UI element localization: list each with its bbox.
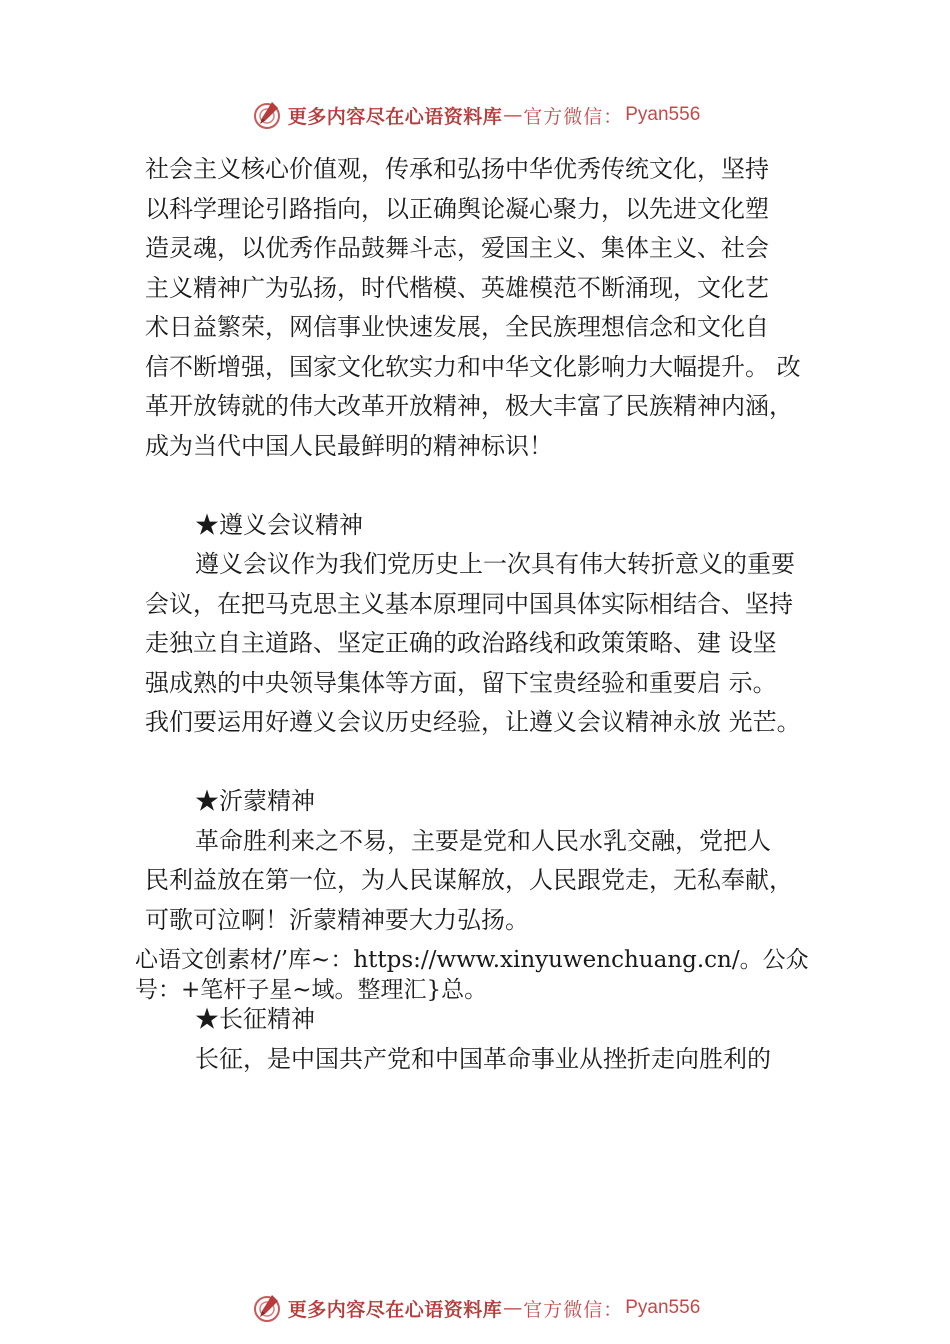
text-line: 革开放铸就的伟大改革开放精神，极大丰富了民族精神内涵， [145,392,793,420]
paragraph-intro [145,150,845,466]
section-zunyi [145,506,845,743]
banner-wechat-label: 官方微信： [523,105,624,128]
banner-wechat-label: 官方微信： [523,1298,624,1321]
section-heading: ★遵义会议精神 [195,510,363,539]
watermark-line: 号：+笔杆子星~域。整理汇}总。 [135,977,488,1003]
brush-logo-icon [250,1291,284,1325]
text-line: 长征，是中国共产党和中国革命事业从挫折走向胜利的 [195,1044,771,1073]
text-line: 成为当代中国人民最鲜明的精神标识！ [145,431,553,460]
text-line: 会议，在把马克思主义基本原理同中国具体实际相结合、坚持 [145,589,793,618]
section-heading: ★沂蒙精神 [195,787,315,815]
spacer [145,743,845,783]
section-heading: ★长征精神 [195,1005,315,1033]
section-changzheng [145,1000,845,1079]
text-line: 强成熟的中央领导集体等方面，留下宝贵经验和重要启 示。 [145,668,777,697]
section-yimeng [145,782,845,940]
text-line: 主义精神广为弘扬，时代楷模、英雄模范不断涌现，文化艺 [145,273,769,302]
text-line: 走独立自主道路、坚定正确的政治路线和政策策略、建 设坚 [145,629,777,657]
banner-dash: — [503,104,523,126]
banner-site-name: 更多内容尽在心语资料库 [287,1298,503,1321]
header-banner [0,95,950,135]
banner-site-name: 更多内容尽在心语资料库 [287,105,503,128]
text-line: 遵义会议作为我们党历史上一次具有伟大转折意义的重要 [195,550,795,578]
banner-dash: — [503,1297,523,1319]
text-line: 造灵魂，以优秀作品鼓舞斗志，爱国主义、集体主义、社会 [145,234,769,262]
text-line: 我们要运用好遵义会议历史经验，让遵义会议精神永放 光芒。 [145,708,801,736]
footer-banner [0,1288,950,1328]
text-line: 以科学理论引路指向，以正确舆论凝心聚力，以先进文化塑 [145,194,769,223]
document-body [145,150,845,940]
text-line: 术日益繁荣，网信事业快速发展，全民族理想信念和文化自 [145,313,769,341]
text-line: 信不断增强，国家文化软实力和中华文化影响力大幅提升。 改 [145,352,801,381]
text-line: 社会主义核心价值观，传承和弘扬中华优秀传统文化，坚持 [145,155,769,183]
text-line: 可歌可泣啊！沂蒙精神要大力弘扬。 [145,905,529,934]
watermark-text [135,945,855,1005]
banner-wechat-id: Pyan556 [625,104,701,125]
text-line: 革命胜利来之不易，主要是党和人民水乳交融，党把人 [195,826,771,855]
brush-logo-icon [250,98,284,132]
spacer [145,466,845,506]
text-line: 民利益放在第一位，为人民谋解放，人民跟党走，无私奉献， [145,866,793,894]
watermark-line: 心语文创素材/’库~：https://www.xinyuwenchuang.cn/。公众 [135,947,809,973]
banner-wechat-id: Pyan556 [625,1297,701,1318]
